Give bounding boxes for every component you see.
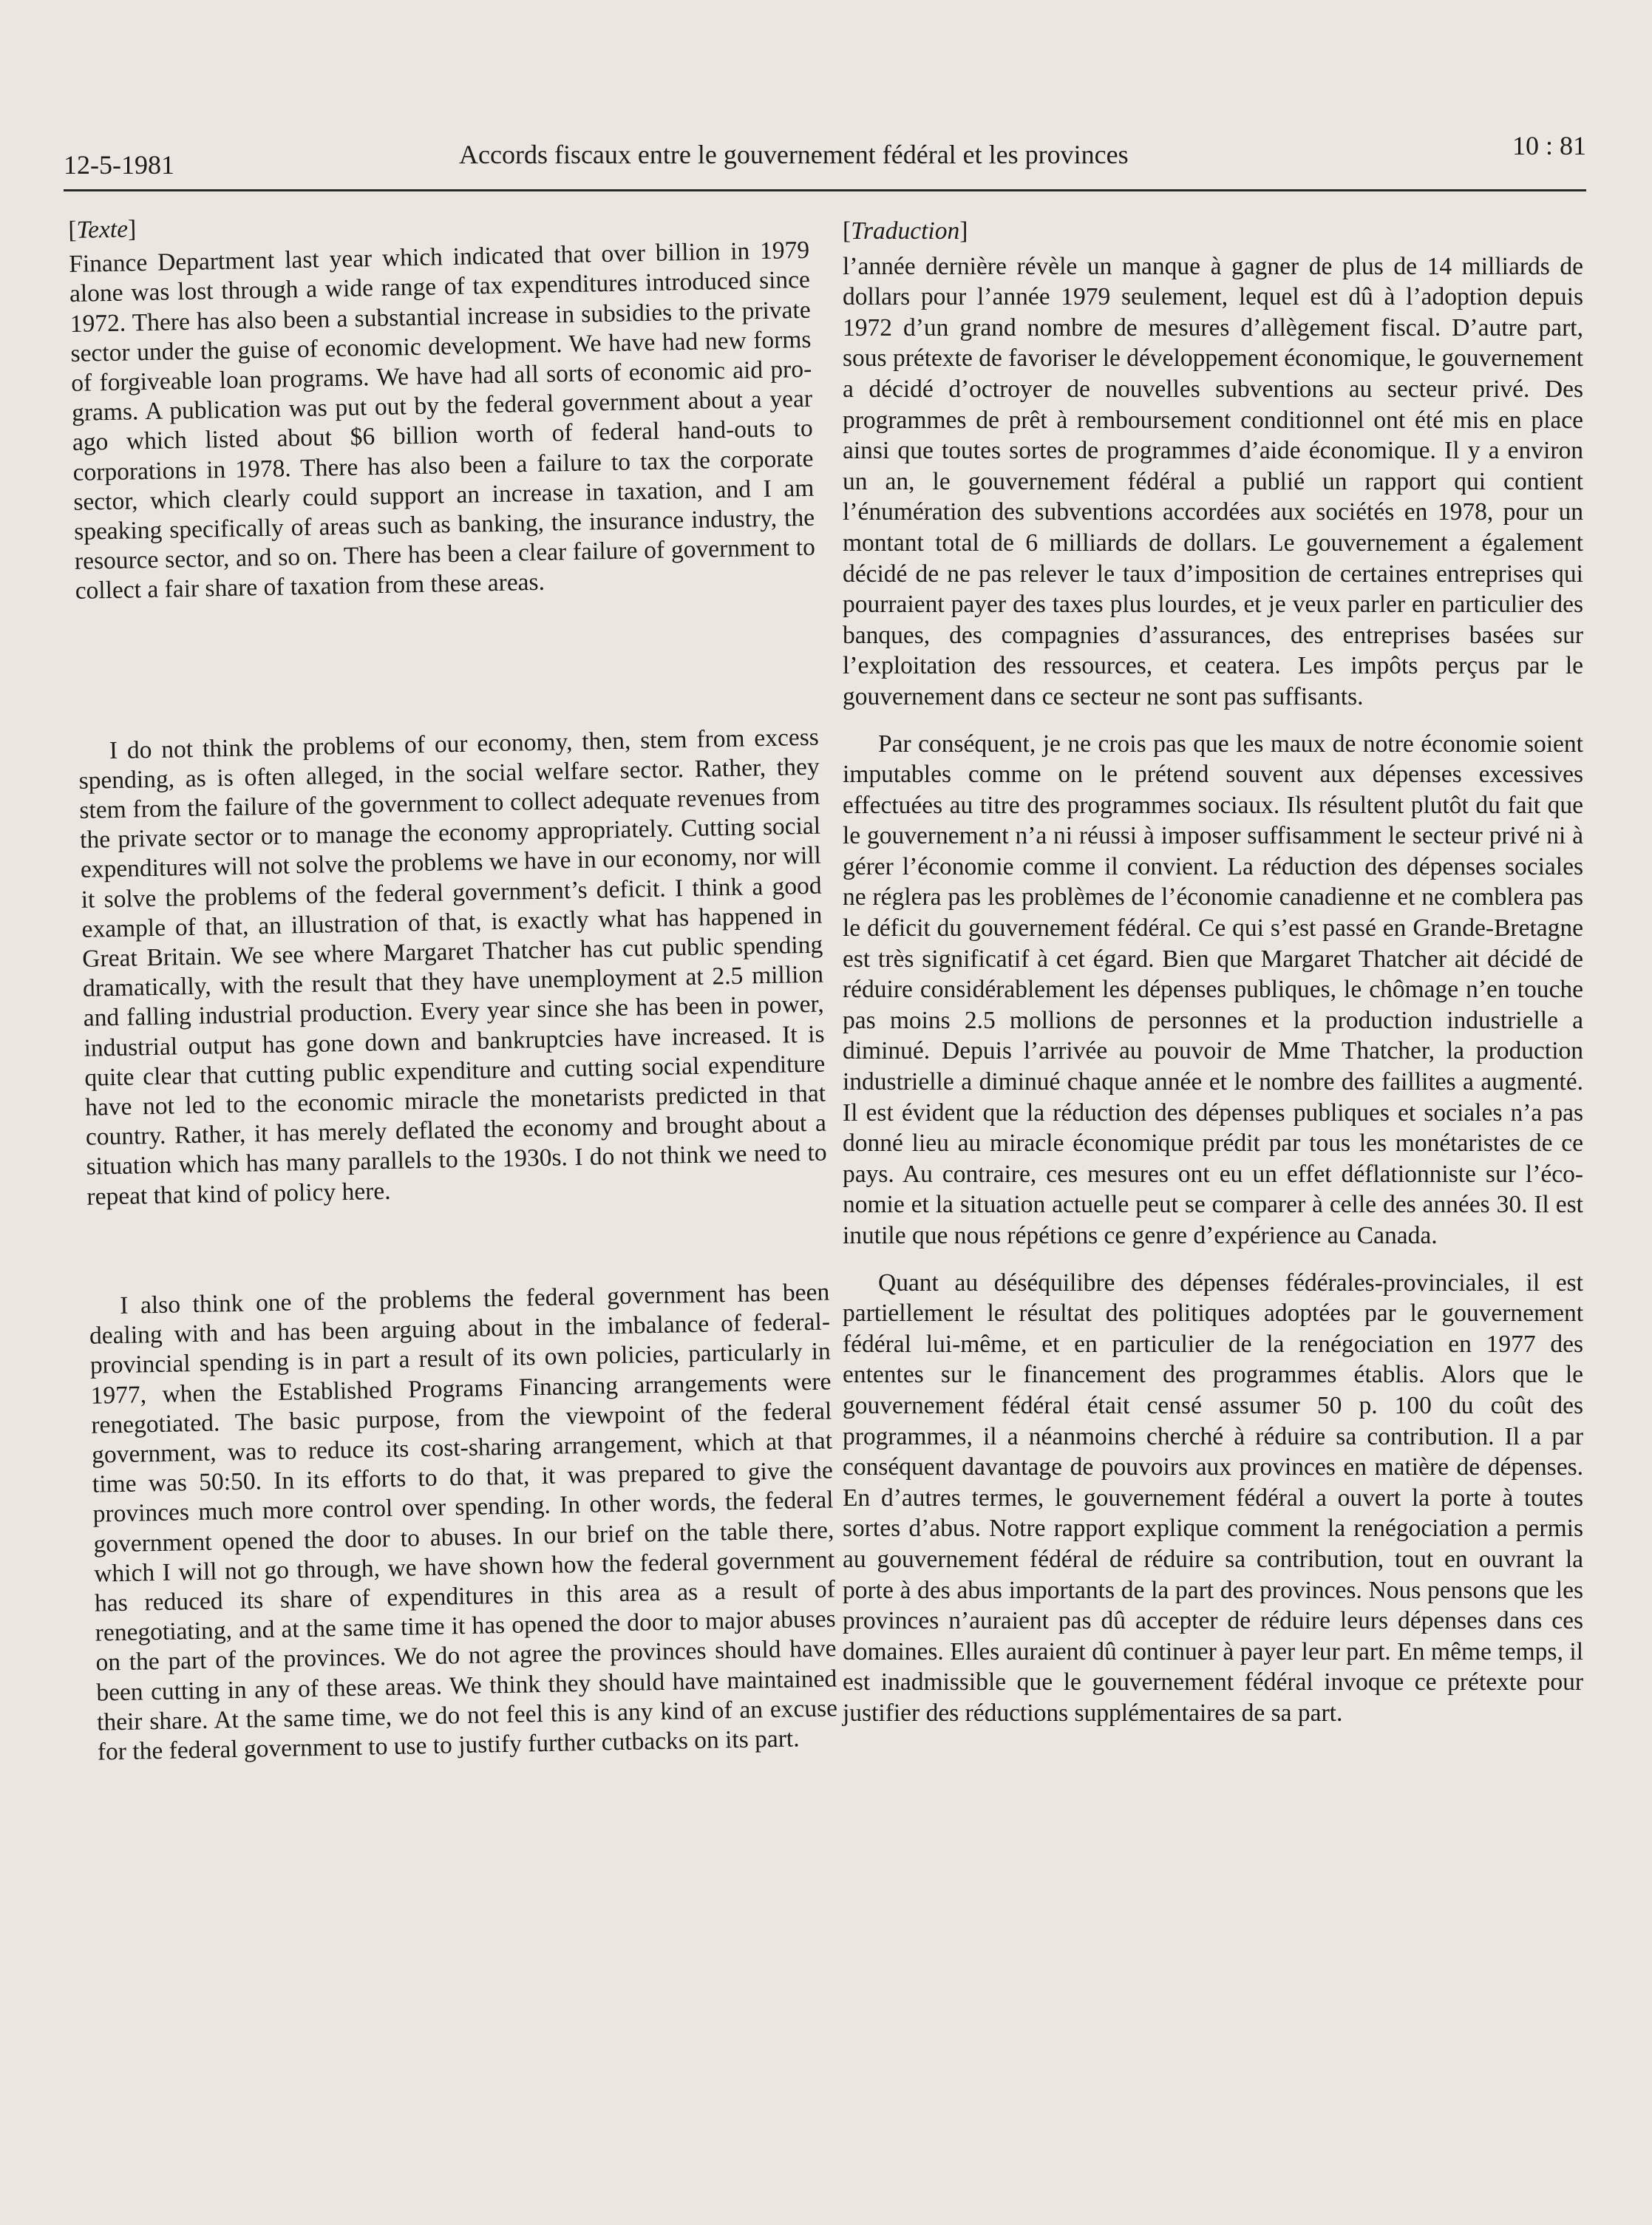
header-date: 12-5-1981 [64, 150, 174, 180]
english-column [68, 202, 838, 1767]
label-text: Traduction [851, 217, 960, 245]
english-paragraph-1: Finance Department last year which indicated that over billion in 1979 alone was lost through a wide range of tax expenditures introduced since 1972. There has also been a substantial increase in subsidies to the private sector under the guise of economic development. We have had new forms of forgiveable loan programs. We have had all sorts of economic aid programs. A publication was put out by the federal government about a year ago which listed about $6 billion worth of federal hand-outs to corporations in 1978. There has also been a failure to tax the corporate sector, which clearly could support an increase in taxation, and I am speaking specifically of areas such as banking, the insurance industry, the resource sector, and so on. There has been a clear failure of government to collect a fair share of taxation from these areas. [68, 236, 816, 605]
column-label-english: [Texte] [68, 215, 137, 244]
english-paragraph-2: I do not think the problems of our economy, then, stem from excess spending, as is often alleged, in the social welfare sector. Rather, they stem from the failure of the government to collect adequate revenues from the private sector or to manage the economy appropriately. Cutting social expenditures will not solve the problems we have in our economy, nor will it solve the problems of the federal government’s deficit. I think a good example of that, an illustration of that, is exactly what has happened in Great Britain. We see where Margaret Thatcher has cut public spending dramatically, with the result that they have unemployment at 2.5 million and falling industrial production. Every year since she has been in power, industrial output has gone down and bankruptcies have increased. It is quite clear that cutting public expenditure and cutting social expenditure have not led to the economic miracle the monetarists predicted in that country. Rather, it has merely deflated the economy and brought about a situation which has many parallels to the 1930s. I do not think we need to repeat that kind of policy here. [78, 723, 827, 1211]
english-paragraph-3: I also think one of the problems the federal government has been dealing with and has been arguing about in the imbalance of federal-provincial spending is in part a result of its own policies, particularly in 1977, when the Established Programs Financing arrangements were renegotiated. The basic purpose, from the viewpoint of the federal government, was to reduce its cost-sharing arrangement, which at that time was 50:50. In its efforts to do that, it was prepared to give the provinces much more control over spending. In other words, the federal government opened the door to abuses. In our brief on the table there, which I will not go through, we have shown how the federal government has reduced its share of expenditures in this area as a result of renegotiating, and at the same time it has opened the door to major abuses on the part of the provinces. We do not agree the provinces should have been cutting in any of these areas. We think they should have maintained their share. At the same time, we do not feel this is any kind of an excuse for the federal government to use to justify further cutbacks on its part. [89, 1278, 838, 1766]
header-title: Accords fiscaux entre le gouvernement fédéral et les provinces [459, 140, 1129, 169]
french-paragraph-2: Par conséquent, je ne crois pas que les maux de notre économie soient imputables comme on le prétend souvent aux dépenses excessives effectuées au titre des programmes sociaux. Ils résultent plutôt du fait que le gouvernement n’a ni réussi à imposer suffisamment le secteur privé ni à gérer l’économie comme il convient. La réduction des dépenses sociales ne réglera pas les problèmes de l’économie canadienne et ne comblera pas le déficit du gouvernement fédéral. Ce qui s’est passé en Grande-Bretagne est très significatif à cet égard. Bien que Margaret Thatcher ait décidé de réduire considérablement les dépenses publiques, le chômage n’en touche pas moins 2.5 mollions de personnes et la production industrielle a diminué. Depuis l’arrivée au pouvoir de Mme Thatcher, la production industrielle a diminué chaque année et le nombre des faillites a augmenté. Il est évident que la réduction des dépenses publiques et sociales n’a pas donné lieu au miracle économique prédit par tous les monétaristes de ce pays. Au contraire, ces mesures ont eu un effet déflationniste sur l’économie et la situation actuelle peut se comparer à celle des années 30. Il est inutile que nous répétions ce genre d’expérience au Canada. [843, 730, 1583, 1249]
french-column [843, 216, 1583, 1729]
page-number: 10 : 81 [1512, 131, 1586, 160]
french-paragraph-3: Quant au déséquilibre des dépenses fédérales-provinciales, il est partiellement le résultat des politiques adoptées par le gouvernement fédéral lui-même, et en particulier de la renégociation en 1977 des ententes sur le financement des programmes établis. Alors que le gouvernement fédéral était censé assumer 50 p. 100 du coût des programmes, il a néanmoins cherché à réduire sa contribution. Il a par conséquent davantage de pouvoirs aux provinces en matière de dépenses. En d’autres termes, le gouvernement fédéral a ouvert la porte à toutes sortes d’abus. Notre rapport explique comment la renégociation a permis au gouvernement fédéral de réduire sa contribution, tout en ouvrant la porte à des abus importants de la part des provinces. Nous pensons que les provinces n’auraient pas dû accepter de réduire leurs dépenses dans ces domaines. Elles auraient dû continuer à payer leur part. En même temps, il est inadmissible que le gouvernement fédéral invoque ce prétexte pour justifier des réductions supplémentaires de sa part. [843, 1268, 1583, 1727]
column-label-french: [Traduction] [843, 217, 968, 245]
label-text: Texte [76, 215, 129, 244]
french-paragraph-1: l’année dernière révèle un manque à gagner de plus de 14 milliards de dollars pour l’année 1979 seulement, lequel est dû à l’adoption depuis 1972 d’un grand nombre de mesures d’allègement fiscal. D’autre part, sous prétexte de favoriser le développement économique, le gouvernement a décidé d’octroyer de nouvelles subventions au secteur privé. Des programmes de prêt à remboursement conditionnel ont été mis en place ainsi que toutes sortes de programmes d’aide économique. Il y a environ un an, le gouvernement fédéral a publié un rapport qui contient l’énumération des subventions accordées aux sociétés en 1978, pour un montant total de 6 milliards de dollars. Le gouvernement a également décidé de ne pas relever le taux d’imposition de certaines entreprises qui pourraient payer des taxes plus lourdes, et je veux parler en particulier des banques, des compagnies d’assurances, des entreprises basées sur l’exploitation des ressources, et ceatera. Les impôts perçus par le gouvernement dans ce secteur ne sont pas suffisants. [843, 252, 1583, 710]
page-header [64, 130, 1586, 191]
